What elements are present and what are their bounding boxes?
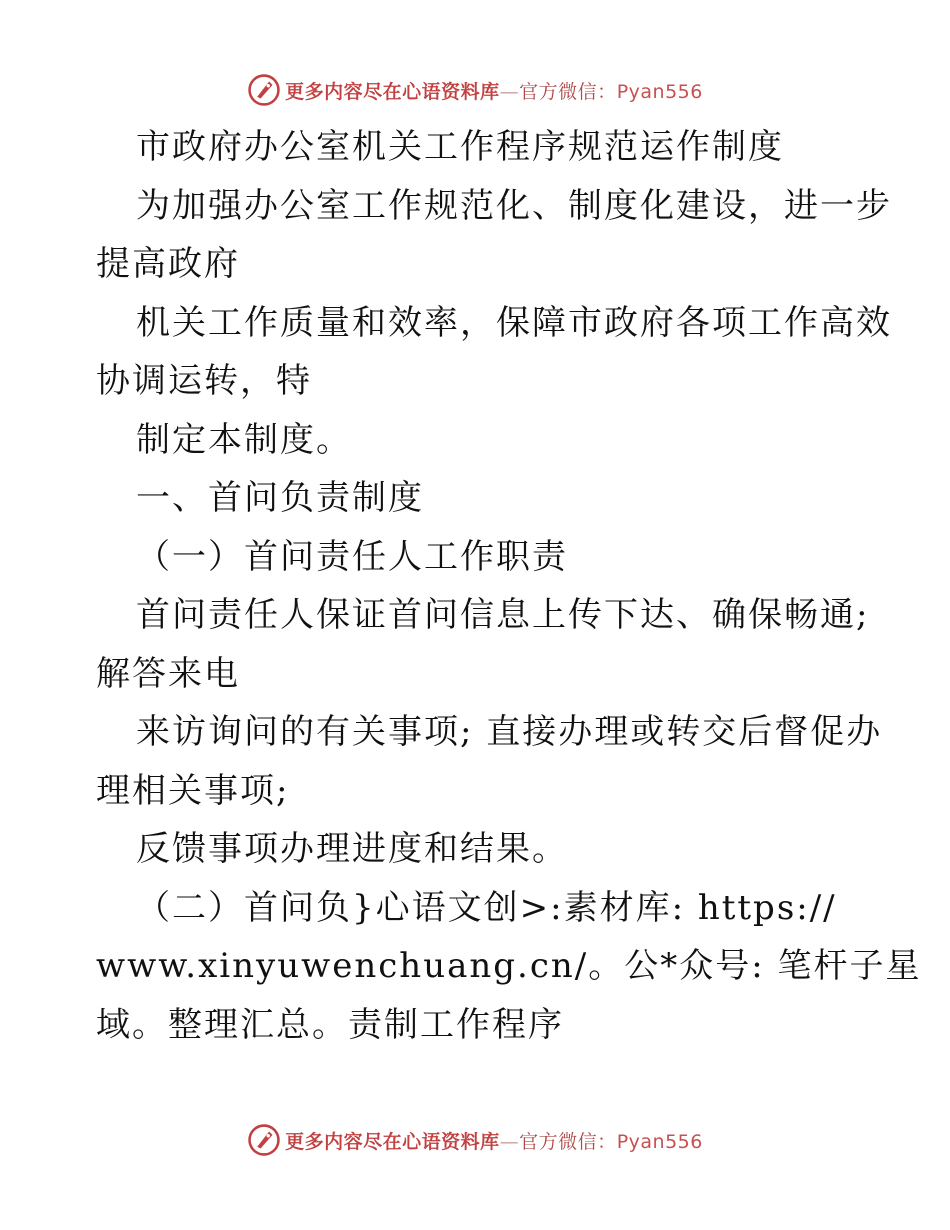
document-line: 制定本制度。 [136, 419, 352, 460]
document-line: 机关工作质量和效率，保障市政府各项工作高效 [136, 302, 892, 343]
footer-watermark [0, 1120, 950, 1160]
document-line: 协调运转，特 [96, 361, 312, 401]
watermark-wechat-id: Pyan556 [616, 80, 703, 103]
document-line: （一）首问责任人工作职责 [136, 536, 568, 577]
watermark-wechat-label: 官方微信： [519, 80, 617, 103]
watermark-separator: — [499, 80, 520, 103]
watermark-separator: — [499, 1130, 520, 1153]
watermark-brand: 更多内容尽在心语资料库 [285, 80, 500, 103]
document-line: 理相关事项; [96, 770, 290, 811]
document-line: 来访询问的有关事项; 直接办理或转交后督促办 [136, 712, 883, 752]
watermark-wechat-id: Pyan556 [616, 1130, 703, 1153]
document-line: 市政府办公室机关工作程序规范运作制度 [136, 127, 784, 167]
document-line: 提高政府 [96, 244, 240, 284]
document-line: 首问责任人保证首问信息上传下达、确保畅通; [136, 595, 870, 635]
document-line: www.xinyuwenchuang.cn/。公*众号: 笔杆子星 [96, 946, 922, 986]
document-line: 解答来电 [96, 653, 240, 694]
watermark-text [285, 1127, 703, 1154]
pen-nib-logo-icon [247, 1123, 281, 1157]
document-line: 为加强办公室工作规范化、制度化建设，进一步 [136, 185, 892, 226]
document-body [96, 118, 922, 1054]
pen-nib-logo-icon [247, 73, 281, 107]
document-line: （二）首问负}心语文创>:素材库: https:// [136, 887, 837, 928]
document-line: 反馈事项办理进度和结果。 [136, 829, 568, 869]
watermark-wechat-label: 官方微信： [519, 1130, 617, 1153]
document-line: 一、首问负责制度 [136, 478, 424, 518]
header-watermark [0, 70, 950, 110]
document-line: 域。整理汇总。责制工作程序 [96, 1004, 564, 1045]
watermark-text [285, 77, 703, 104]
watermark-brand: 更多内容尽在心语资料库 [285, 1130, 500, 1153]
